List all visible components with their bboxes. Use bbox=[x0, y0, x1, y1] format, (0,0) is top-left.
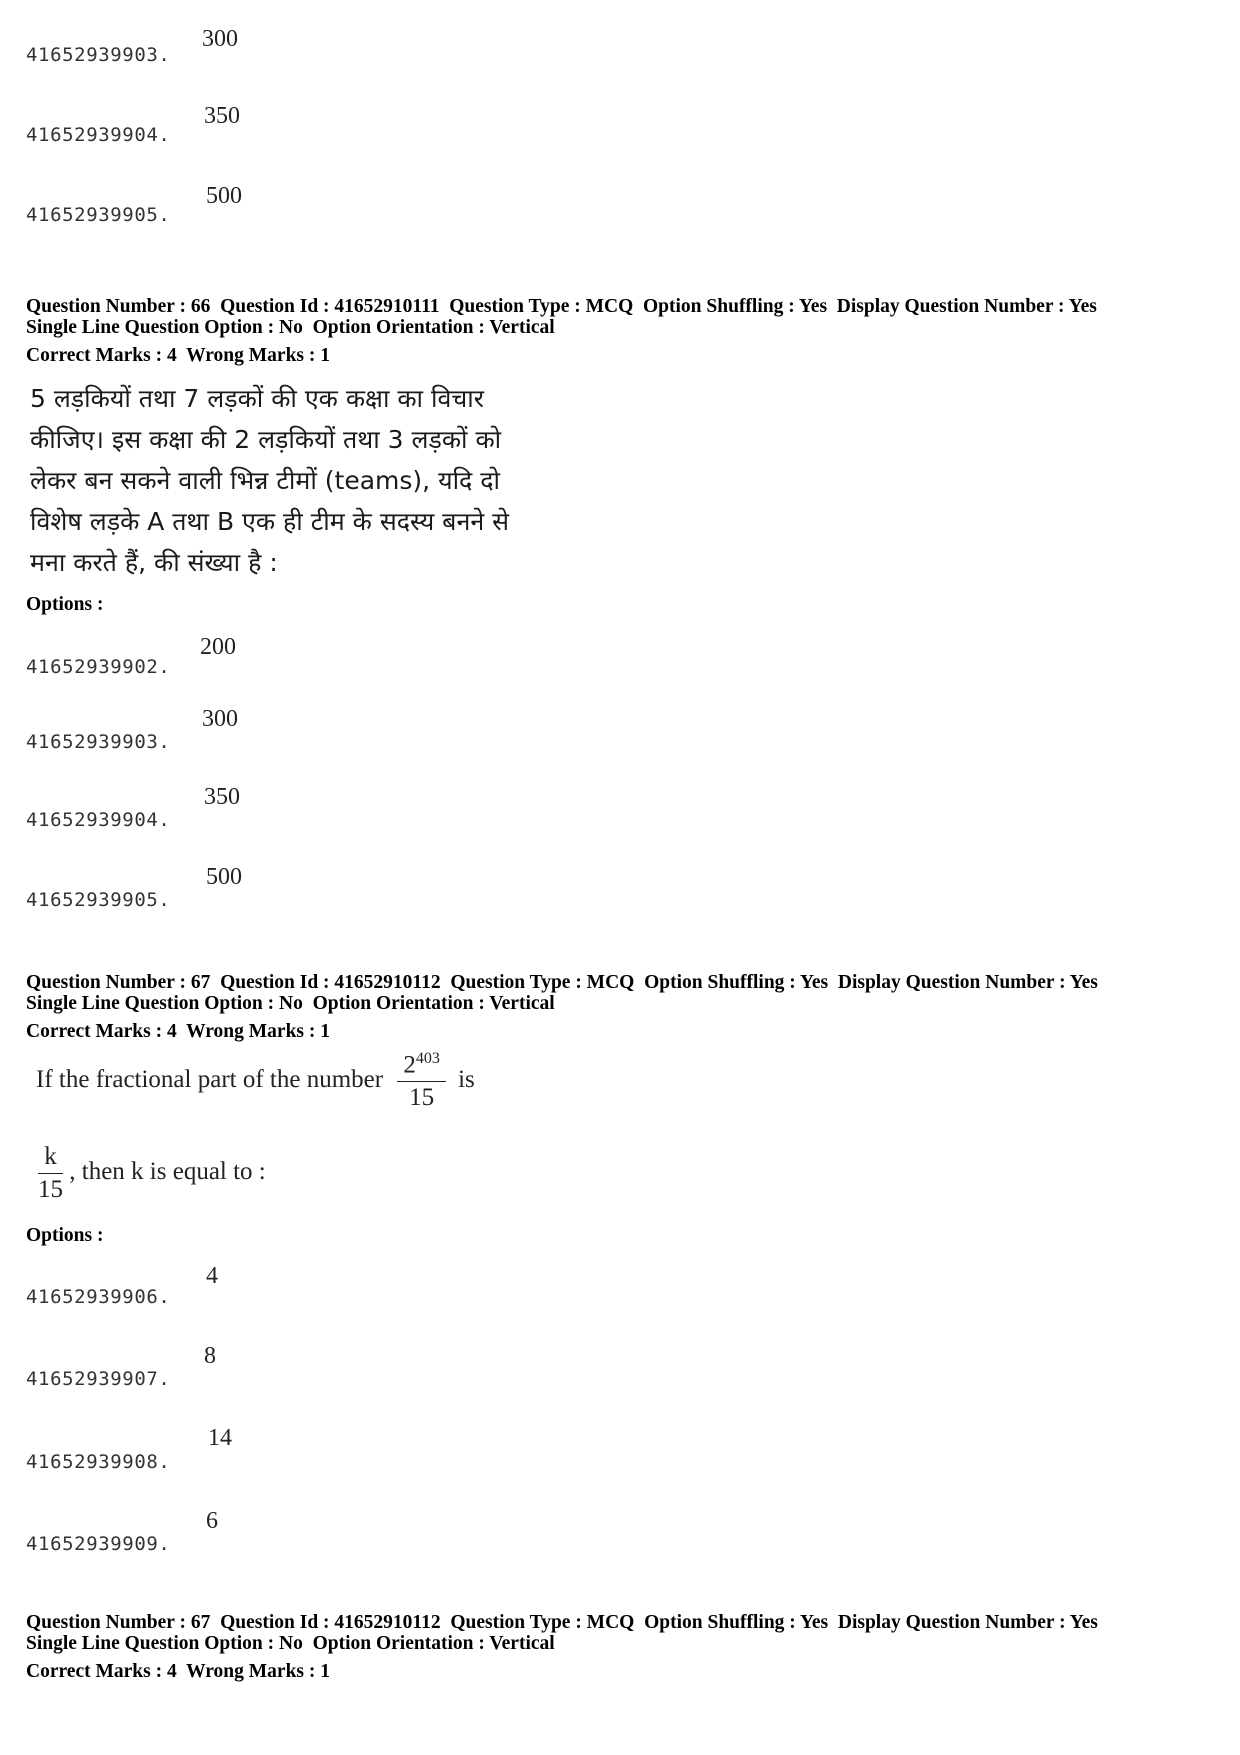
option-value: 6 bbox=[206, 1508, 218, 1534]
option-row[interactable] bbox=[26, 96, 426, 146]
option-value: 350 bbox=[204, 784, 240, 810]
option-row[interactable] bbox=[26, 1258, 426, 1308]
option-value: 500 bbox=[206, 183, 242, 209]
question-67-text-part2: is bbox=[458, 1065, 475, 1093]
options-label: Options : bbox=[26, 594, 104, 615]
option-value: 14 bbox=[208, 1425, 232, 1451]
option-value: 200 bbox=[200, 634, 236, 660]
question-66-line: लेकर बन सकने वाली भिन्न टीमों (teams), यदि दो bbox=[30, 466, 501, 495]
option-row[interactable] bbox=[26, 16, 426, 66]
option-id: 41652939903. bbox=[26, 731, 171, 753]
option-row[interactable] bbox=[26, 861, 426, 911]
option-row[interactable] bbox=[26, 628, 426, 678]
option-value: 300 bbox=[202, 706, 238, 732]
question-67-meta-line2: Single Line Question Option : No Option Orientation : Vertical bbox=[26, 993, 555, 1014]
fraction-exponent: 403 bbox=[415, 1050, 440, 1067]
question-67b-meta-line2: Single Line Question Option : No Option Orientation : Vertical bbox=[26, 1633, 555, 1654]
option-id: 41652939903. bbox=[26, 44, 171, 66]
question-67b-meta-line1: Question Number : 67 Question Id : 41652910112 Question Type : MCQ Option Shuffling : Yes Display Question Number : Yes bbox=[26, 1612, 1098, 1633]
question-66-text bbox=[30, 378, 550, 578]
option-row[interactable] bbox=[26, 1505, 426, 1555]
option-id: 41652939906. bbox=[26, 1286, 171, 1308]
option-id: 41652939905. bbox=[26, 204, 171, 226]
option-row[interactable] bbox=[26, 1423, 426, 1473]
options-label: Options : bbox=[26, 1225, 104, 1246]
option-id: 41652939904. bbox=[26, 809, 171, 831]
option-id: 41652939905. bbox=[26, 889, 171, 911]
option-id: 41652939908. bbox=[26, 1451, 171, 1473]
question-66-marks: Correct Marks : 4 Wrong Marks : 1 bbox=[26, 345, 331, 366]
question-66-line: कीजिए। इस कक्षा की 2 लड़कियों तथा 3 लड़कों को bbox=[30, 425, 502, 454]
option-row[interactable] bbox=[26, 781, 426, 831]
fraction-k-over-15 bbox=[38, 1143, 63, 1204]
option-value: 8 bbox=[204, 1343, 216, 1369]
option-id: 41652939904. bbox=[26, 124, 171, 146]
question-67-line2 bbox=[38, 1143, 266, 1204]
question-67-text-part3: , then k is equal to : bbox=[69, 1158, 266, 1186]
question-67-meta-line1: Question Number : 67 Question Id : 41652910112 Question Type : MCQ Option Shuffling : Yes Display Question Number : Yes bbox=[26, 972, 1098, 993]
question-67-line1 bbox=[36, 1050, 475, 1112]
option-row[interactable] bbox=[26, 176, 426, 226]
question-66-meta-line1: Question Number : 66 Question Id : 41652910111 Question Type : MCQ Option Shuffling : Yes Display Question Number : Yes bbox=[26, 296, 1097, 317]
fraction-denominator: 15 bbox=[38, 1176, 63, 1203]
fraction-denominator: 15 bbox=[409, 1084, 435, 1112]
option-value: 500 bbox=[206, 864, 242, 890]
question-67b-marks: Correct Marks : 4 Wrong Marks : 1 bbox=[26, 1661, 331, 1682]
question-66-line: विशेष लड़के A तथा B एक ही टीम के सदस्य बनने से bbox=[30, 507, 510, 536]
fraction-numerator: k bbox=[38, 1143, 63, 1174]
question-67-marks: Correct Marks : 4 Wrong Marks : 1 bbox=[26, 1021, 331, 1042]
option-row[interactable] bbox=[26, 1340, 426, 1390]
fraction-numerator bbox=[397, 1050, 446, 1082]
option-id: 41652939907. bbox=[26, 1368, 171, 1390]
question-66-line: 5 लड़कियों तथा 7 लड़कों की एक कक्षा का विचार bbox=[30, 384, 484, 413]
question-67-text-part1: If the fractional part of the number bbox=[36, 1065, 384, 1093]
option-id: 41652939902. bbox=[26, 656, 171, 678]
option-value: 350 bbox=[204, 103, 240, 129]
option-value: 300 bbox=[202, 26, 238, 52]
question-66-meta-line2: Single Line Question Option : No Option Orientation : Vertical bbox=[26, 317, 555, 338]
option-id: 41652939909. bbox=[26, 1533, 171, 1555]
option-row[interactable] bbox=[26, 703, 426, 753]
fraction-2pow403-over-15 bbox=[397, 1050, 446, 1112]
option-value: 4 bbox=[206, 1263, 218, 1289]
fraction-base: 2 bbox=[403, 1051, 416, 1079]
question-66-line: मना करते हैं, की संख्या है : bbox=[30, 548, 278, 577]
